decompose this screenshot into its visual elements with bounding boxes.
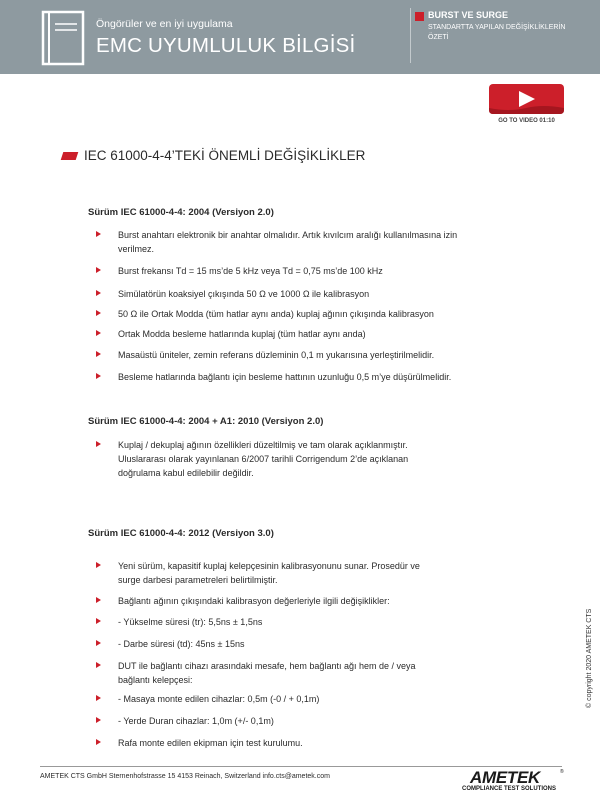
play-icon: [489, 82, 564, 116]
bullet-icon: [96, 640, 101, 646]
version-heading-2010: Sürüm IEC 61000-4-4: 2004 + A1: 2010 (Versiyon 2.0): [88, 416, 324, 427]
logo-trademark: ®: [560, 769, 564, 775]
header-banner: [0, 0, 600, 74]
bullet-icon: [96, 267, 101, 273]
footer-address: AMETEK CTS GmbH Sternenhofstrasse 15 4153 Reinach, Switzerland info.cts@ametek.com: [40, 773, 330, 780]
logo-tagline: COMPLIANCE TEST SOLUTIONS: [462, 786, 557, 792]
header-subtitle: Öngörüler ve en iyi uygulama: [96, 18, 233, 30]
ametek-logo: AMETEK: [470, 768, 540, 787]
corner-marker: [415, 12, 424, 21]
bullet-icon: [96, 441, 101, 447]
bullet-icon: [96, 310, 101, 316]
header-title: EMC UYUMLULUK BİLGİSİ: [96, 34, 356, 57]
bullet-icon: [96, 695, 101, 701]
bullet-icon: [96, 562, 101, 568]
footer-divider: [40, 766, 562, 767]
bullet-icon: [96, 597, 101, 603]
bullet-icon: [96, 373, 101, 379]
version-heading-2004: Sürüm IEC 61000-4-4: 2004 (Versiyon 2.0): [88, 207, 274, 218]
bullet-icon: [96, 662, 101, 668]
header-divider: [410, 8, 411, 63]
topic-title: BURST VE SURGE: [428, 10, 509, 20]
bullet-icon: [96, 231, 101, 237]
version-heading-2012: Sürüm IEC 61000-4-4: 2012 (Versiyon 3.0): [88, 528, 274, 539]
topic-subtitle: STANDARTTA YAPILAN DEĞİŞİKLİKLERİN ÖZETİ: [428, 24, 566, 41]
bullet-icon: [96, 290, 101, 296]
bullet-icon: [96, 618, 101, 624]
section-title: IEC 61000-4-4’TEKİ ÖNEMLİ DEĞİŞİKLİKLER: [84, 148, 366, 163]
video-label[interactable]: GO TO VIDEO 01:10: [498, 118, 555, 124]
bullet-icon: [96, 739, 101, 745]
bullet-icon: [96, 351, 101, 357]
bullet-icon: [96, 330, 101, 336]
book-icon: [40, 9, 86, 67]
bullet-icon: [96, 717, 101, 723]
copyright-notice: © copyright 2020 AMETEK CTS: [586, 608, 593, 708]
section-marker: [61, 152, 79, 160]
